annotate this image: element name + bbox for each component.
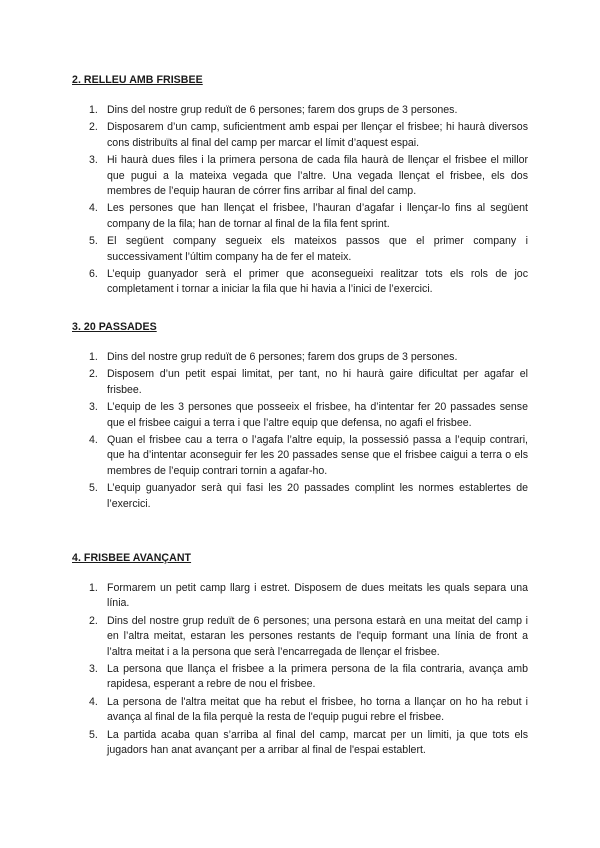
item-number: 1.: [89, 582, 98, 594]
list-item: [72, 120, 528, 151]
item-number: 3.: [89, 401, 98, 414]
section-frisbee-avancant: [72, 551, 528, 760]
section-title: 4. FRISBEE AVANÇANT: [72, 552, 192, 564]
list-item: [72, 400, 528, 431]
item-text: Dins del nostre grup reduït de 6 persones; farem dos grups de 3 persones.: [107, 351, 458, 363]
section-relleu-amb-frisbee: [72, 73, 528, 300]
list-item: [72, 695, 528, 726]
numbered-list: [72, 581, 528, 758]
item-text: Les persones que han llençat el frisbee, l’hauran d’agafar i llençar-lo fins al següent company de la fila; han de tornar al final de la fila fent sprint.: [107, 202, 528, 230]
list-item: [72, 234, 528, 265]
item-number: 3.: [89, 663, 98, 676]
item-number: 2.: [89, 121, 98, 134]
item-number: 6.: [89, 268, 98, 281]
numbered-list: [72, 103, 528, 298]
item-number: 4.: [89, 434, 98, 447]
item-text: La persona que llança el frisbee a la primera persona de la fila contraria, avança amb rapidesa, esperant a rebre de nou el frisbee.: [107, 663, 528, 691]
item-text: Dins del nostre grup reduït de 6 persones; farem dos grups de 3 persones.: [107, 104, 458, 116]
item-number: 1.: [89, 351, 98, 363]
list-item: [72, 662, 528, 693]
list-item: [72, 201, 528, 232]
list-item: [72, 103, 528, 118]
item-text: Disposarem d’un camp, suficientment amb espai per llençar el frisbee; hi haurà diversos cons distribuïts al final del camp per marcar el límit d’aquest espai.: [107, 121, 528, 149]
item-number: 4.: [89, 695, 98, 708]
numbered-list: [72, 350, 528, 512]
section-title: 3. 20 PASSADES: [72, 321, 157, 333]
list-item: [72, 367, 528, 398]
list-item: [72, 481, 528, 512]
section-20-passades: [72, 320, 528, 514]
list-item: [72, 350, 528, 365]
item-text: Quan el frisbee cau a terra o l’agafa l’altre equip, la possessió passa a l’equip contrari, que ha d’intentar aconseguir fer les 20 passades sense que el frisbee caigui a terra o els membres de l’equip contrari tornin a agafar-ho.: [107, 434, 528, 477]
section-title: 2. RELLEU AMB FRISBEE: [72, 74, 203, 86]
list-item: [72, 581, 528, 612]
list-item: [72, 728, 528, 759]
item-number: 2.: [89, 614, 98, 627]
item-text: L’equip de les 3 persones que posseeix el frisbee, ha d’intentar fer 20 passades sense que el frisbee caigui a terra i que l’altre equip que defensa, no agafi el frisbee.: [107, 401, 528, 429]
item-number: 5.: [89, 482, 98, 495]
item-text: Hi haurà dues files i la primera persona de cada fila haurà de llençar el frisbee el millor que pugui a la mateixa vegada que l’altre. Una vegada llençat el frisbee, els dos membres de l’equip hauran de córrer fins arribar al final del camp.: [107, 154, 528, 198]
list-item: [72, 153, 528, 199]
item-number: 4.: [89, 202, 98, 215]
item-text: Disposem d’un petit espai limitat, per tant, no hi haurà gaire dificultat per agafar el frisbee.: [107, 368, 528, 396]
item-number: 3.: [89, 154, 98, 167]
item-number: 2.: [89, 368, 98, 381]
list-item: [72, 433, 528, 479]
item-text: El següent company segueix els mateixos passos que el primer company i successivament l’últim company ha de fer el mateix.: [107, 235, 528, 263]
item-number: 5.: [89, 235, 98, 248]
item-number: 1.: [89, 104, 98, 116]
list-item: [72, 614, 528, 660]
item-text: L’equip guanyador serà qui fasi les 20 passades complint les normes establertes de l’exercici.: [107, 482, 528, 510]
item-text: L’equip guanyador serà el primer que aconsegueixi realitzar tots els rols de joc completament i tornar a iniciar la fila que hi havia a l’inici de l’exercici.: [107, 268, 528, 296]
list-item: [72, 267, 528, 298]
item-text: La partida acaba quan s’arriba al final del camp, marcat per un limiti, ja que tots els jugadors han anat avançant per a arribar al final de l'espai establert.: [107, 728, 528, 757]
item-text: Formarem un petit camp llarg i estret. Disposem de dues meitats les quals separa una línia.: [107, 582, 528, 610]
item-number: 5.: [89, 728, 98, 741]
item-text: Dins del nostre grup reduït de 6 persones; una persona estarà en una meitat del camp i en l’altra meitat, estaran les persones restants de l'equip formant una línia de front a l’altra meitat i a la persona que serà l’encarregada de llençar el frisbee.: [107, 614, 528, 658]
item-text: La persona de l'altra meitat que ha rebut el frisbee, ho torna a llançar on ho ha rebut i avança al final de la fila perquè la resta de l'equip pugui rebre el frisbee.: [107, 695, 528, 724]
